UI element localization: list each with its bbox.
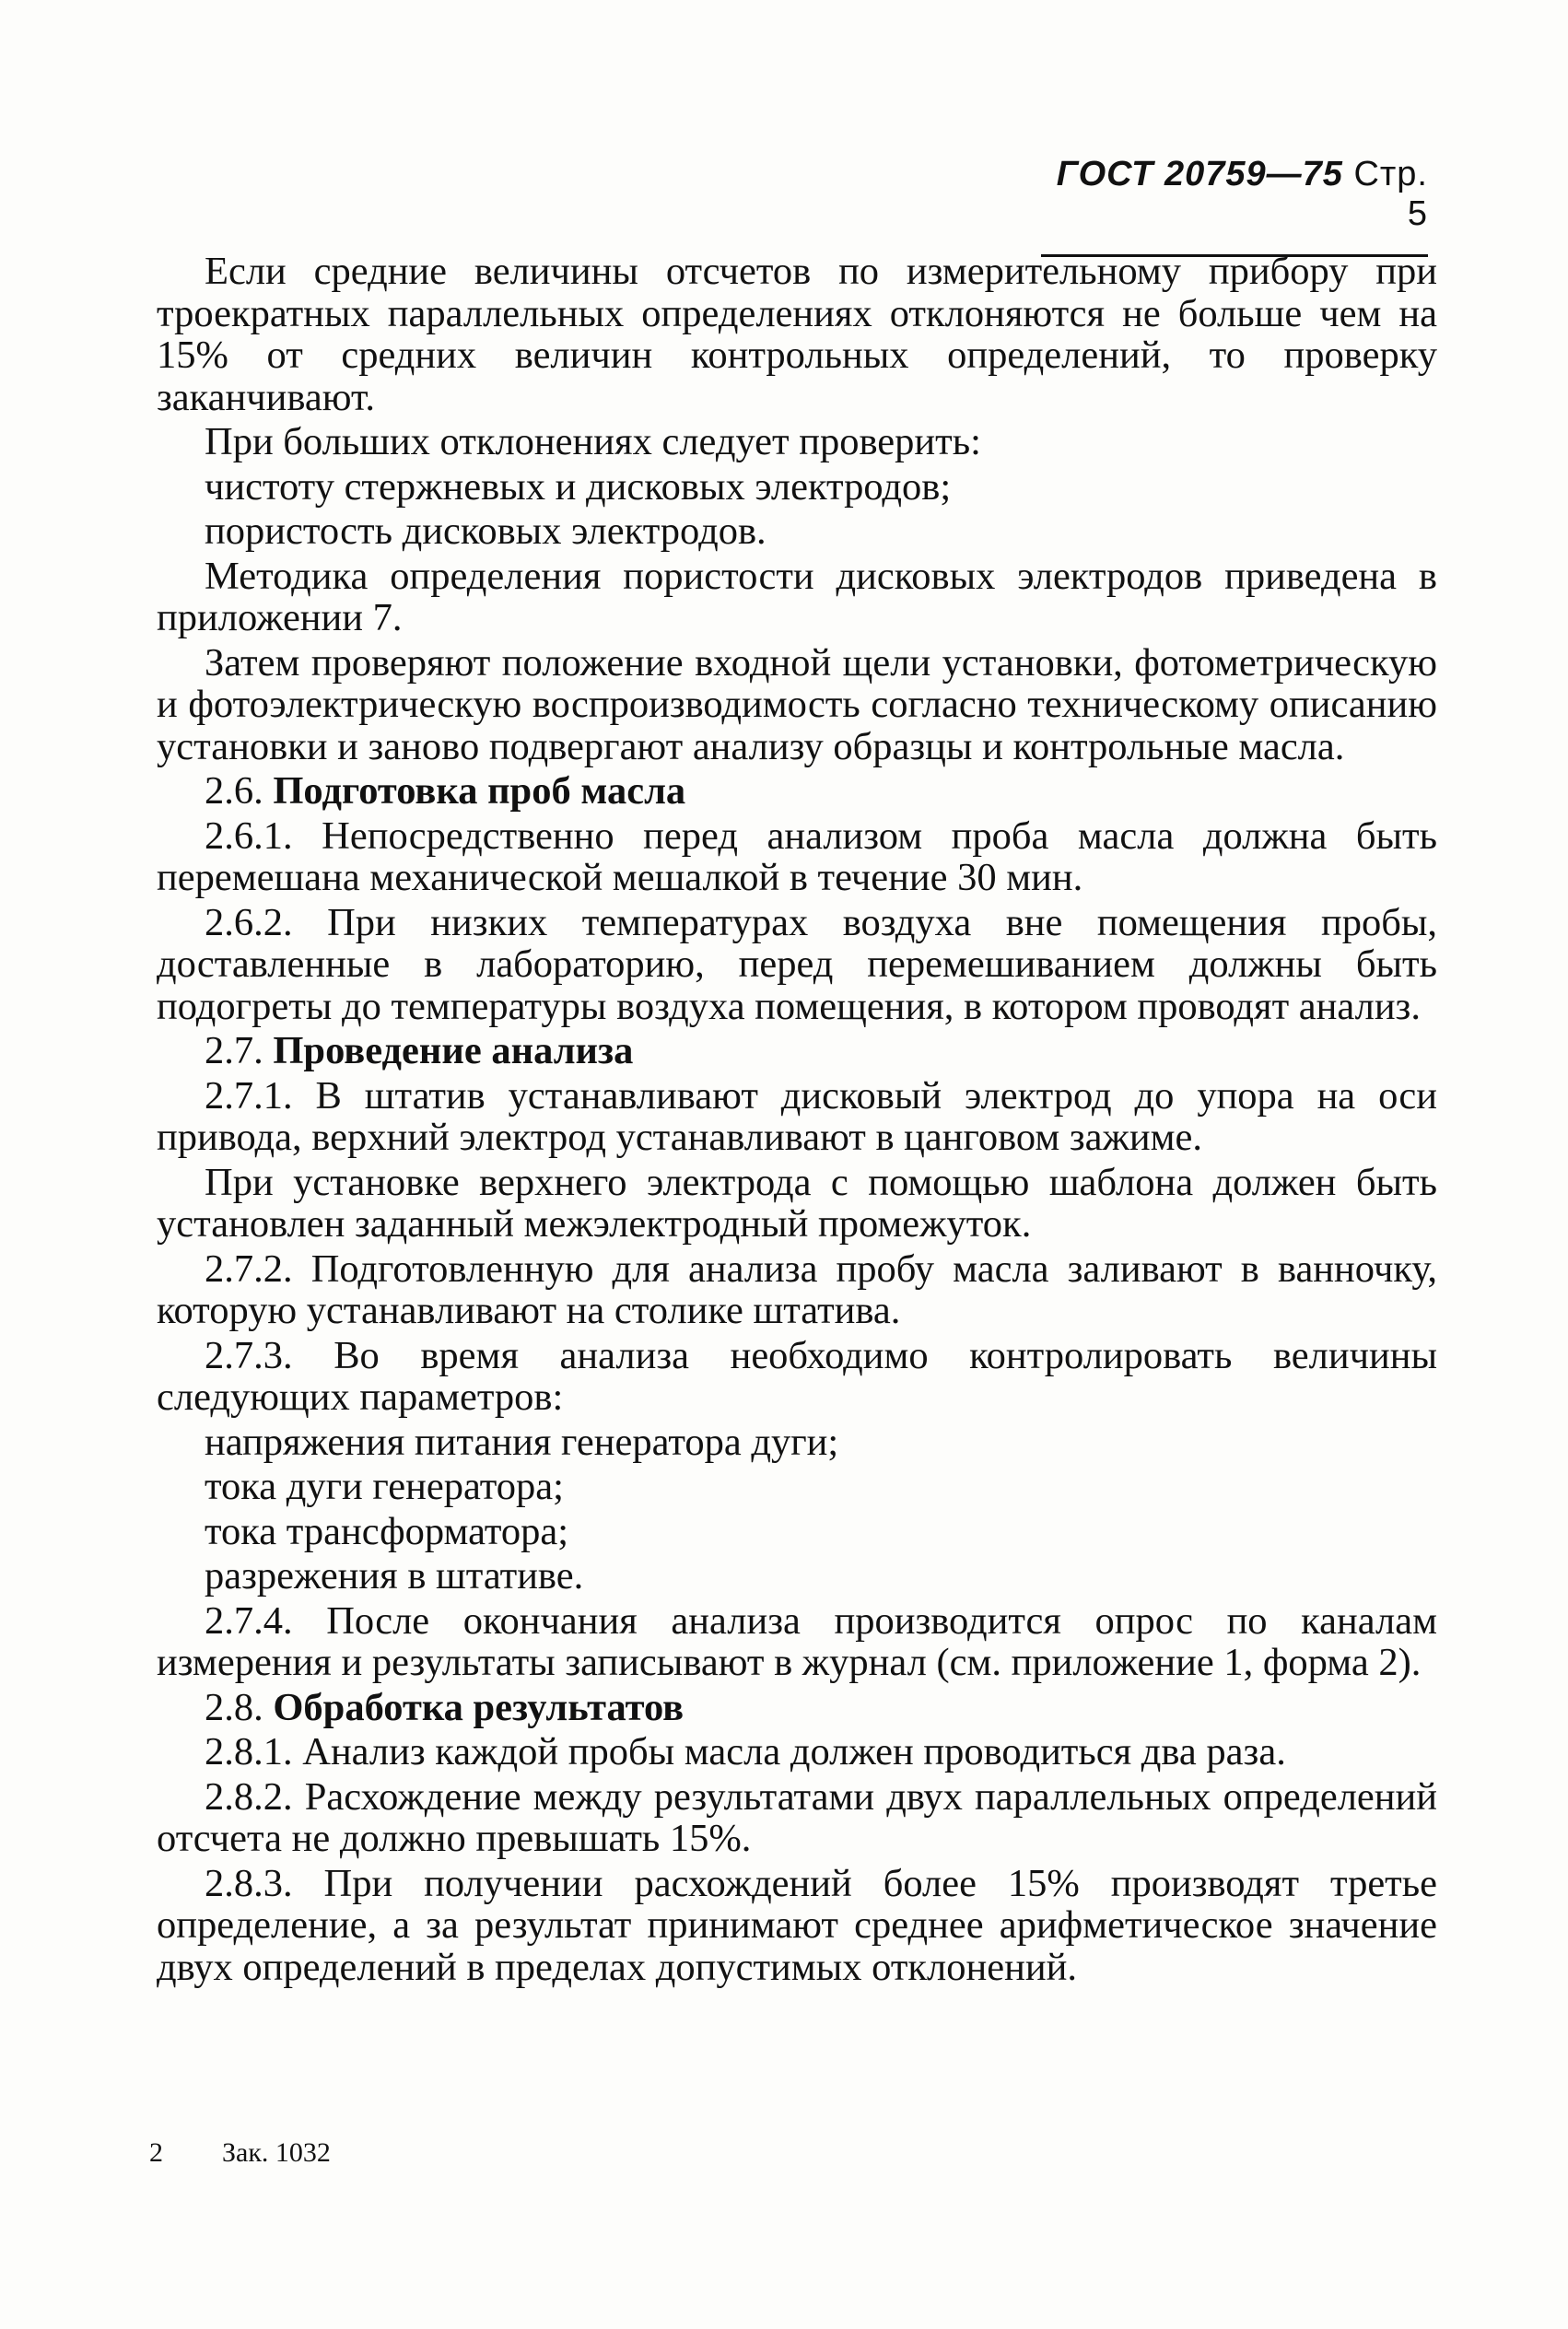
section-heading — [157, 770, 1437, 813]
sheet-number: 2 — [149, 2137, 163, 2168]
paragraph: 2.6.2. При низких температурах воздуха вне помещения пробы, доставленные в лабораторию, перед перемешиванием должны быть подогреты до температуры воздуха помещения, в котором проводят анализ. — [157, 900, 1437, 1028]
paragraph: Затем проверяют положение входной щели установки, фотометрическую и фотоэлектрическую воспроизводимость согласно техническому описанию установки и заново подвергают анализу образцы и контрольные масла. — [157, 640, 1437, 768]
list-item: напряжения питания генератора дуги; — [205, 1420, 839, 1464]
paragraph: 2.7.1. В штатив устанавливают дисковый электрод до упора на оси привода, верхний электрод устанавливают в цанговом зажиме. — [157, 1073, 1437, 1159]
paragraph: 2.8.2. Расхождение между результатами двух параллельных определений отсчета не должно превышать 15%. — [157, 1774, 1437, 1860]
standard-number: ГОСТ 20759—75 — [1056, 155, 1343, 193]
paragraph: Методика определения пористости дисковых электродов приведена в приложении 7. — [157, 554, 1437, 639]
section-heading — [157, 1687, 1437, 1729]
section-title: Обработка результатов — [273, 1685, 685, 1729]
list-item: тока дуги генератора; — [205, 1465, 564, 1508]
document-body — [157, 251, 1437, 1991]
section-title: Подготовка проб масла — [273, 769, 686, 813]
list-item: тока трансформатора; — [205, 1509, 569, 1553]
paragraph: 2.8.3. При получении расхождений более 15% производят третье определение, а за результат принимают среднее арифметическое значение двух определений в пределах допустимых отклонений. — [157, 1861, 1437, 1989]
page-header — [1041, 155, 1428, 257]
paragraph: 2.7.3. Во время анализа необходимо контролировать величины следующих параметров: — [157, 1333, 1437, 1419]
paragraph: 2.6.1. Непосредственно перед анализом проба масла должна быть перемешана механической мешалкой в течение 30 мин. — [157, 813, 1437, 899]
section-heading — [157, 1030, 1437, 1072]
list-item: разрежения в штативе. — [205, 1554, 584, 1598]
list-item: пористость дисковых электродов. — [205, 509, 766, 553]
list-item: чистоту стержневых и дисковых электродов; — [205, 464, 952, 509]
paragraph: При установке верхнего электрода с помощью шаблона должен быть установлен заданный межэлектродный промежуток. — [157, 1160, 1437, 1246]
section-number: 2.6. — [205, 769, 263, 813]
section-title: Проведение анализа — [273, 1029, 634, 1072]
paragraph: При больших отклонениях следует проверить: — [205, 420, 981, 463]
paragraph: 2.8.1. Анализ каждой пробы масла должен проводиться два раза. — [205, 1730, 1286, 1773]
page-footer — [149, 2137, 331, 2169]
page-number: Стр. 5 — [1353, 155, 1428, 233]
paragraph: 2.7.2. Подготовленную для анализа пробу масла заливают в ванночку, которую устанавливают на столике штатива. — [157, 1246, 1437, 1332]
section-number: 2.7. — [205, 1029, 263, 1072]
paragraph: Если средние величины отсчетов по измерительному прибору при троекратных параллельных определениях отклоняются не больше чем на 15% от средних величин контрольных определений, то проверку заканчивают. — [157, 250, 1437, 419]
paragraph: 2.7.4. После окончания анализа производится опрос по каналам измерения и результаты записывают в журнал (см. приложение 1, форма 2). — [157, 1598, 1437, 1684]
section-number: 2.8. — [205, 1685, 263, 1729]
order-number: Зак. 1032 — [222, 2137, 331, 2168]
